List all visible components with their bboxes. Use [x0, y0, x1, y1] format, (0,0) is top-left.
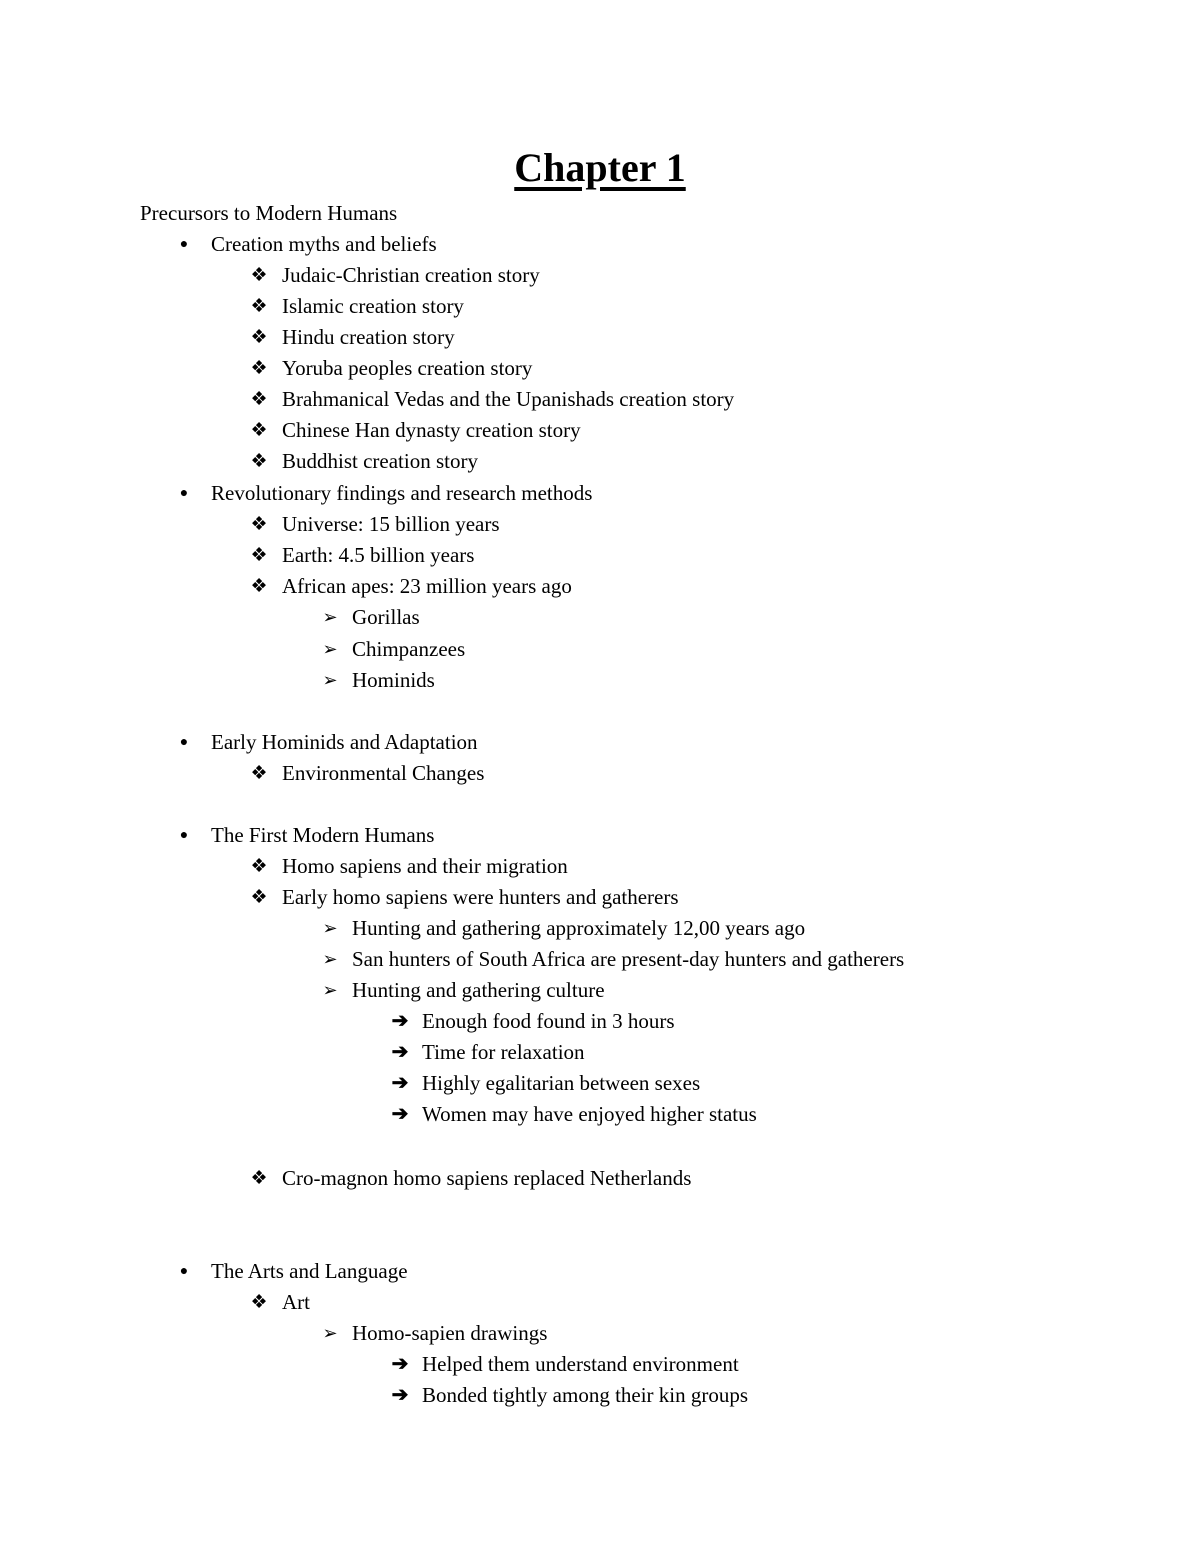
bullet-icon: ❖	[250, 451, 268, 472]
bullet-icon: ❖	[250, 887, 268, 908]
bullet-icon: ➔	[391, 1384, 409, 1406]
bullet-icon: ❖	[250, 856, 268, 877]
bullet-icon: ❖	[250, 420, 268, 441]
outline-item-text: Judaic-Christian creation story	[282, 263, 540, 287]
outline-item-text: Homo-sapien drawings	[352, 1321, 548, 1345]
outline-item-text: Revolutionary findings and research methods	[211, 481, 593, 505]
outline-item-text: Bonded tightly among their kin groups	[422, 1383, 749, 1407]
bullet-icon: ●	[179, 237, 189, 252]
outline-item-text: Hindu creation story	[282, 325, 455, 349]
outline-item-text: Chimpanzees	[352, 637, 466, 661]
bullet-icon: ➢	[322, 980, 338, 1000]
outline-item-text: Early homo sapiens were hunters and gatherers	[282, 885, 679, 909]
outline-item-text: Homo sapiens and their migration	[282, 854, 568, 878]
outline-item-text: The First Modern Humans	[211, 823, 435, 847]
bullet-icon: ➢	[322, 607, 338, 627]
bullet-icon: ➔	[391, 1010, 409, 1032]
bullet-icon: ➢	[322, 949, 338, 969]
outline-item-text: Gorillas	[352, 605, 420, 629]
outline-item-text: Environmental Changes	[282, 761, 485, 785]
bullet-icon: ➢	[322, 670, 338, 690]
bullet-icon: ➔	[391, 1041, 409, 1063]
bullet-icon: ❖	[250, 296, 268, 317]
outline-item-text: Time for relaxation	[422, 1040, 585, 1064]
outline-item-text: Early Hominids and Adaptation	[211, 730, 478, 754]
bullet-icon: ➔	[391, 1353, 409, 1375]
outline-item-text: African apes: 23 million years ago	[282, 574, 572, 598]
bullet-icon: ●	[179, 828, 189, 843]
page-title: Chapter 1	[514, 145, 686, 190]
bullet-icon: ❖	[250, 545, 268, 566]
outline-item-text: Women may have enjoyed higher status	[422, 1102, 757, 1126]
bullet-icon: ❖	[250, 265, 268, 286]
outline-item-text: Islamic creation story	[282, 294, 464, 318]
outline-item-text: Earth: 4.5 billion years	[282, 543, 475, 567]
outline-item-text: Cro-magnon homo sapiens replaced Netherlands	[282, 1166, 692, 1190]
bullet-icon: ●	[179, 735, 189, 750]
bullet-icon: ➢	[322, 639, 338, 659]
bullet-icon: ❖	[250, 389, 268, 410]
outline-item-text: Highly egalitarian between sexes	[422, 1071, 701, 1095]
bullet-icon: ❖	[250, 358, 268, 379]
outline-item-text: Buddhist creation story	[282, 449, 478, 473]
bullet-icon: ❖	[250, 514, 268, 535]
section-heading: Precursors to Modern Humans	[140, 201, 398, 225]
outline-item-text: The Arts and Language	[211, 1259, 408, 1283]
outline-item-text: Yoruba peoples creation story	[282, 356, 533, 380]
bullet-icon: ➔	[391, 1103, 409, 1125]
outline-item-text: Hominids	[352, 668, 435, 692]
bullet-icon: ❖	[250, 1292, 268, 1313]
bullet-icon: ➔	[391, 1072, 409, 1094]
bullet-icon: ❖	[250, 327, 268, 348]
bullet-icon: ●	[179, 486, 189, 501]
bullet-icon: ❖	[250, 763, 268, 784]
bullet-icon: ➢	[322, 1323, 338, 1343]
outline-item-text: Art	[282, 1290, 310, 1314]
bullet-icon: ➢	[322, 918, 338, 938]
bullet-icon: ●	[179, 1264, 189, 1279]
outline-item-text: Creation myths and beliefs	[211, 232, 437, 256]
outline-item-text: Enough food found in 3 hours	[422, 1009, 675, 1033]
outline-item-text: San hunters of South Africa are present-day hunters and gatherers	[352, 947, 905, 971]
bullet-icon: ❖	[250, 1168, 268, 1189]
outline-item-text: Universe: 15 billion years	[282, 512, 500, 536]
outline-item-text: Hunting and gathering approximately 12,00 years ago	[352, 916, 806, 940]
outline-item-text: Brahmanical Vedas and the Upanishads creation story	[282, 387, 735, 411]
outline-item-text: Hunting and gathering culture	[352, 978, 605, 1002]
bullet-icon: ❖	[250, 576, 268, 597]
outline-item-text: Chinese Han dynasty creation story	[282, 418, 581, 442]
outline-item-text: Helped them understand environment	[422, 1352, 739, 1376]
